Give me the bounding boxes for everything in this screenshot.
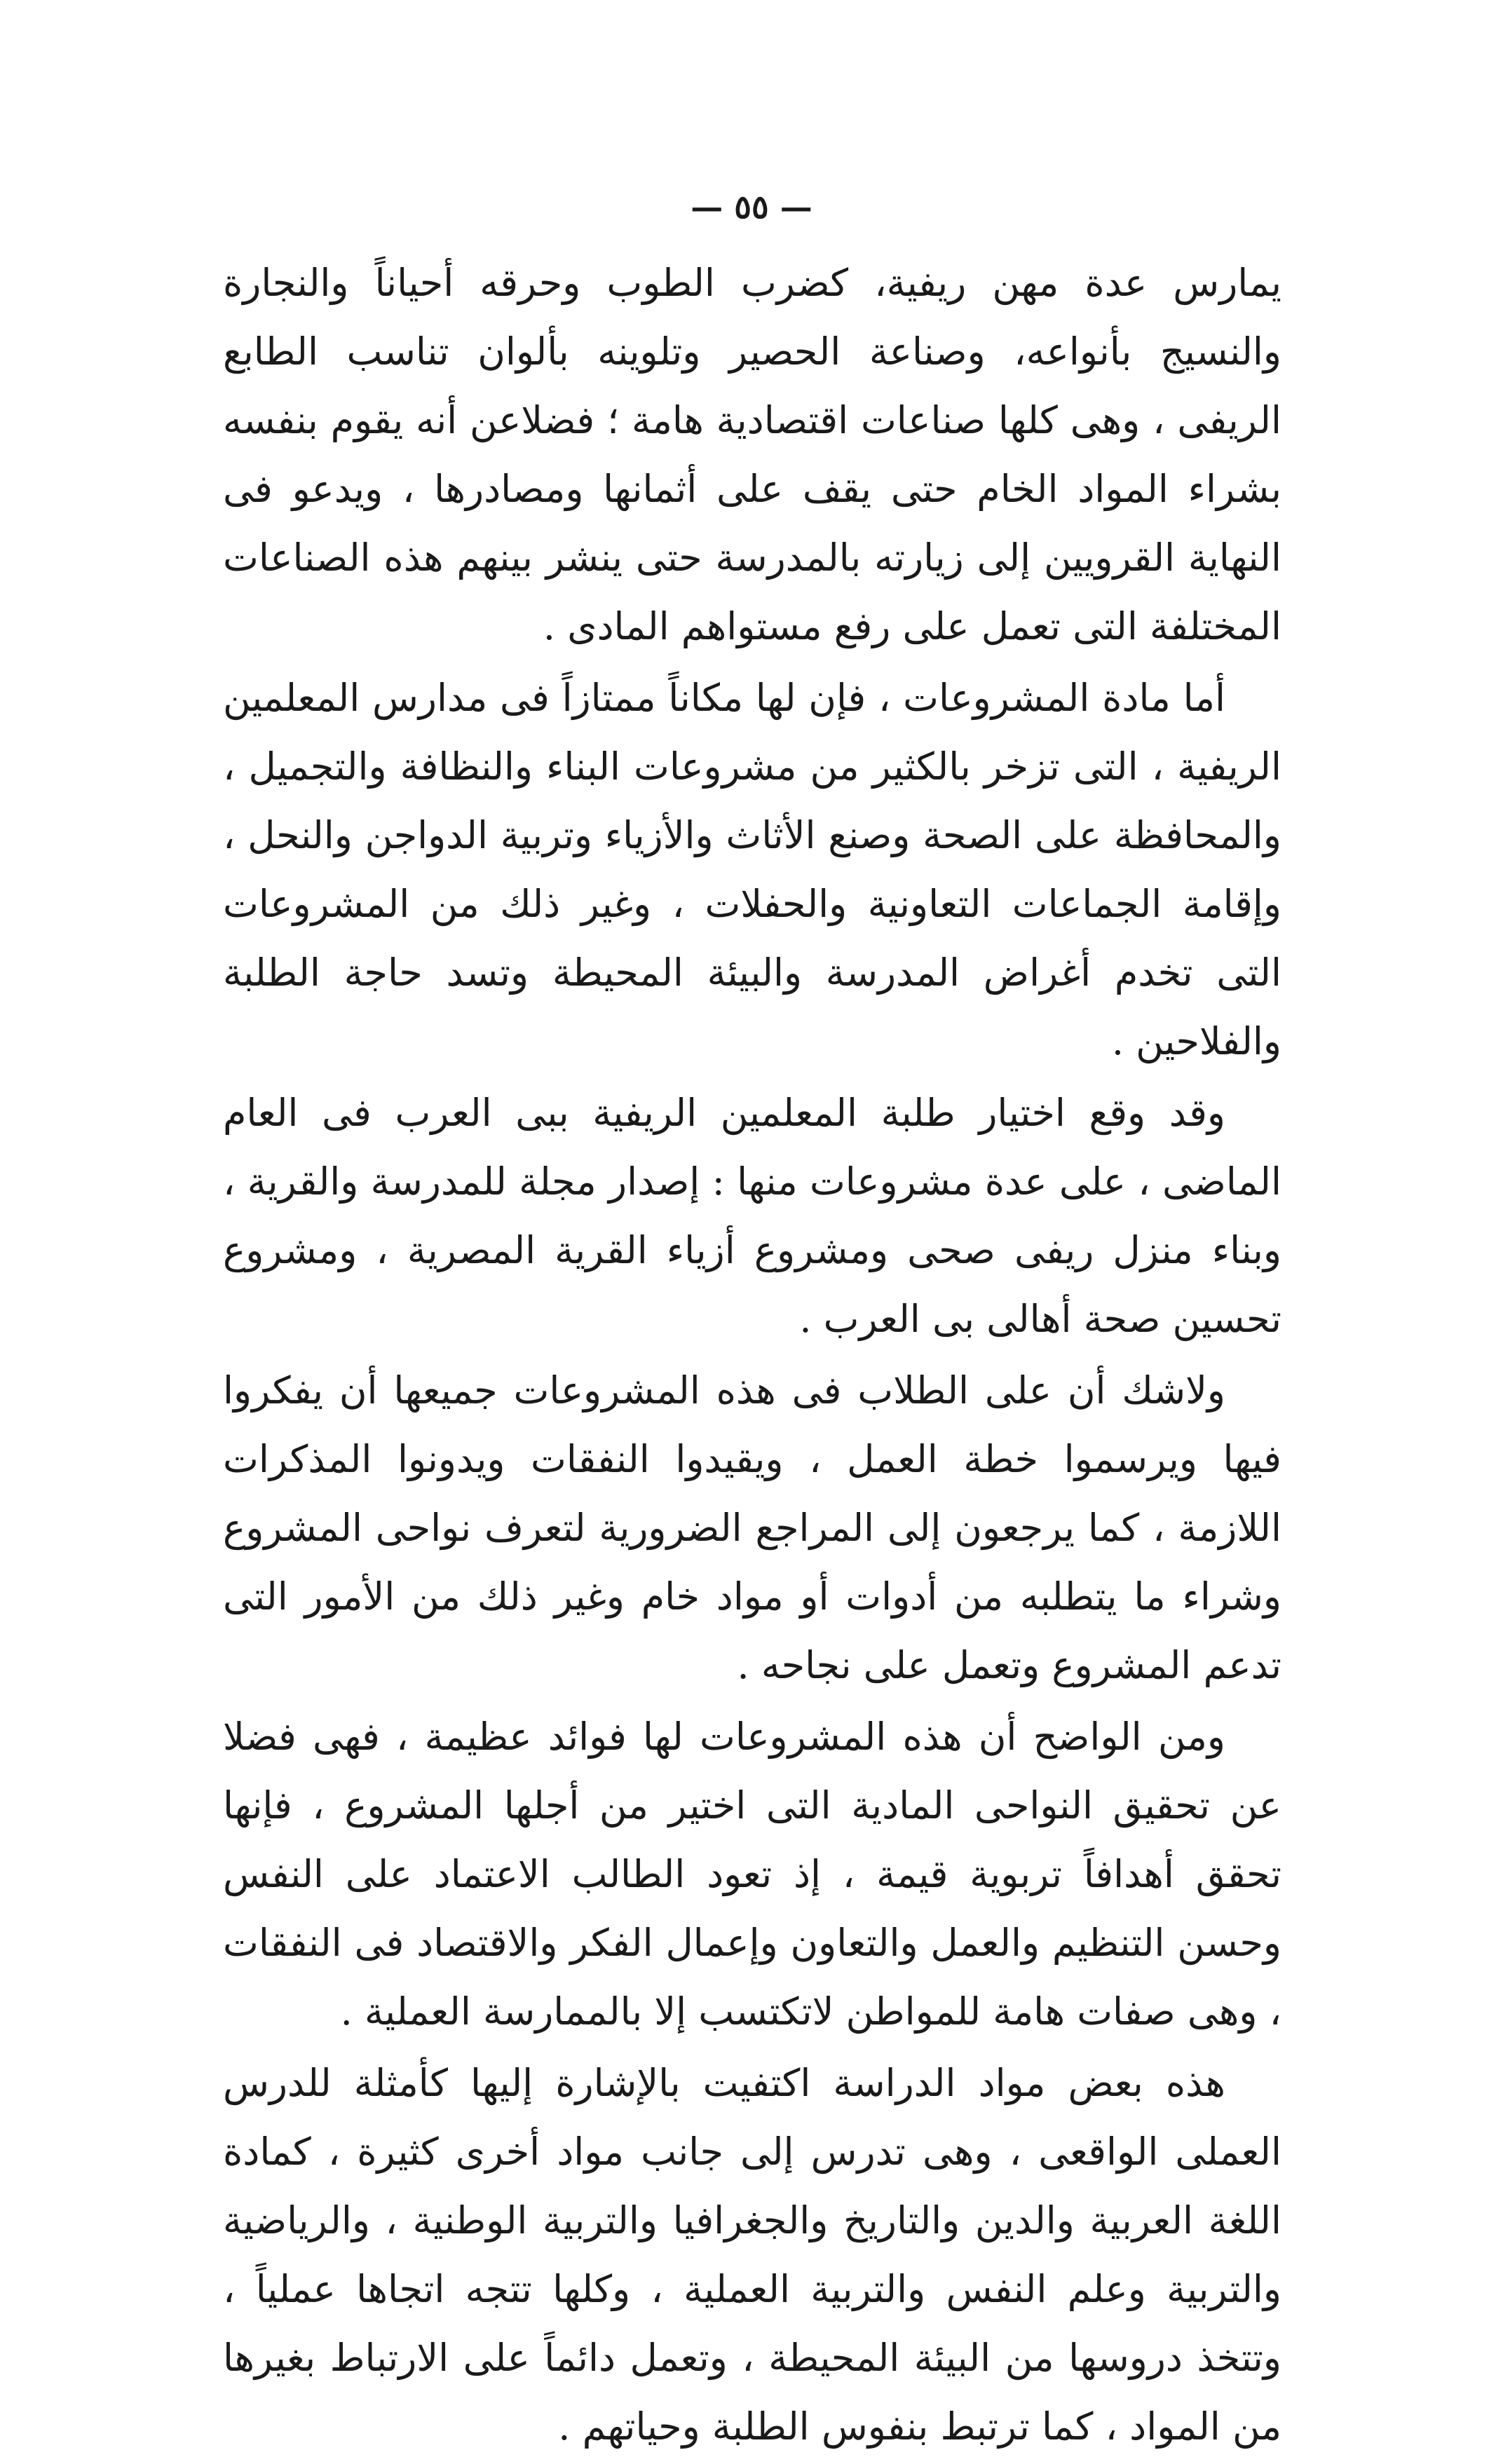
paragraph-4: ولاشك أن على الطلاب فى هذه المشروعات جميعها أن يفكروا فيها ويرسموا خطة العمل ، ويقيدوا النفقات ويدونوا المذكرات اللازمة ، كما يرجعون إلى المراجع الضرورية لتعرف نواحى المشروع وشراء ما يتطلبه من أدوات أو مواد خام وغير ذلك من الأمور التى تدعم المشروع وتعمل على نجاحه . — [223, 1368, 1281, 1687]
page-number: — ٥٥ — — [691, 188, 812, 226]
paragraph-2: أما مادة المشروعات ، فإن لها مكاناً ممتازاً فى مدارس المعلمين الريفية ، التى تزخر بالكثير من مشروعات البناء والنظافة والتجميل ، والمحافظة على الصحة وصنع الأثاث والأزياء وتربية الدواجن والنحل ، وإقامة الجماعات التعاونية والحفلات ، وغير ذلك من المشروعات التى تخدم أغراض المدرسة والبيئة المحيطة وتسد حاجة الطلبة والفلاحين . — [223, 676, 1281, 1063]
paragraph-5: ومن الواضح أن هذه المشروعات لها فوائد عظيمة ، فهى فضلا عن تحقيق النواحى المادية التى اختير من أجلها المشروع ، فإنها تحقق أهدافاً تربوية قيمة ، إذ تعود الطالب الاعتماد على النفس وحسن التنظيم والعمل والتعاون وإعمال الفكر والاقتصاد فى النفقات ، وهى صفات هامة للمواطن لاتكتسب إلا بالممارسة العملية . — [223, 1715, 1281, 2034]
paragraph-3: وقد وقع اختيار طلبة المعلمين الريفية ببى العرب فى العام الماضى ، على عدة مشروعات منها : إصدار مجلة للمدرسة والقرية ، وبناء منزل ريفى صحى ومشروع أزياء القرية المصرية ، ومشروع تحسين صحة أهالى بى العرب . — [223, 1091, 1281, 1341]
paragraph-1: يمارس عدة مهن ريفية، كضرب الطوب وحرقه أحياناً والنجارة والنسيج بأنواعه، وصناعة الحصير وتلوينه بألوان تناسب الطابع الريفى ، وهى كلها صناعات اقتصادية هامة ؛ فضلاعن أنه يقوم بنفسه بشراء المواد الخام حتى يقف على أثمانها ومصادرها ، ويدعو فى النهاية القرويين إلى زيارته بالمدرسة حتى ينشر بينهم هذه الصناعات المختلفة التى تعمل على رفع مستواهم المادى . — [223, 261, 1281, 648]
body-text — [223, 249, 1281, 2464]
paragraph-6: هذه بعض مواد الدراسة اكتفيت بالإشارة إليها كأمثلة للدرس العملى الواقعى ، وهى تدرس إلى جانب مواد أخرى كثيرة ، كمادة اللغة العربية والدين والتاريخ والجغرافيا والتربية الوطنية ، والرياضية والتربية وعلم النفس والتربية العملية ، وكلها تتجه اتجاها عملياً ، وتتخذ دروسها من البيئة المحيطة ، وتعمل دائماً على الارتباط بغيرها من المواد ، كما ترتبط بنفوس الطلبة وحياتهم . — [223, 2061, 1281, 2449]
